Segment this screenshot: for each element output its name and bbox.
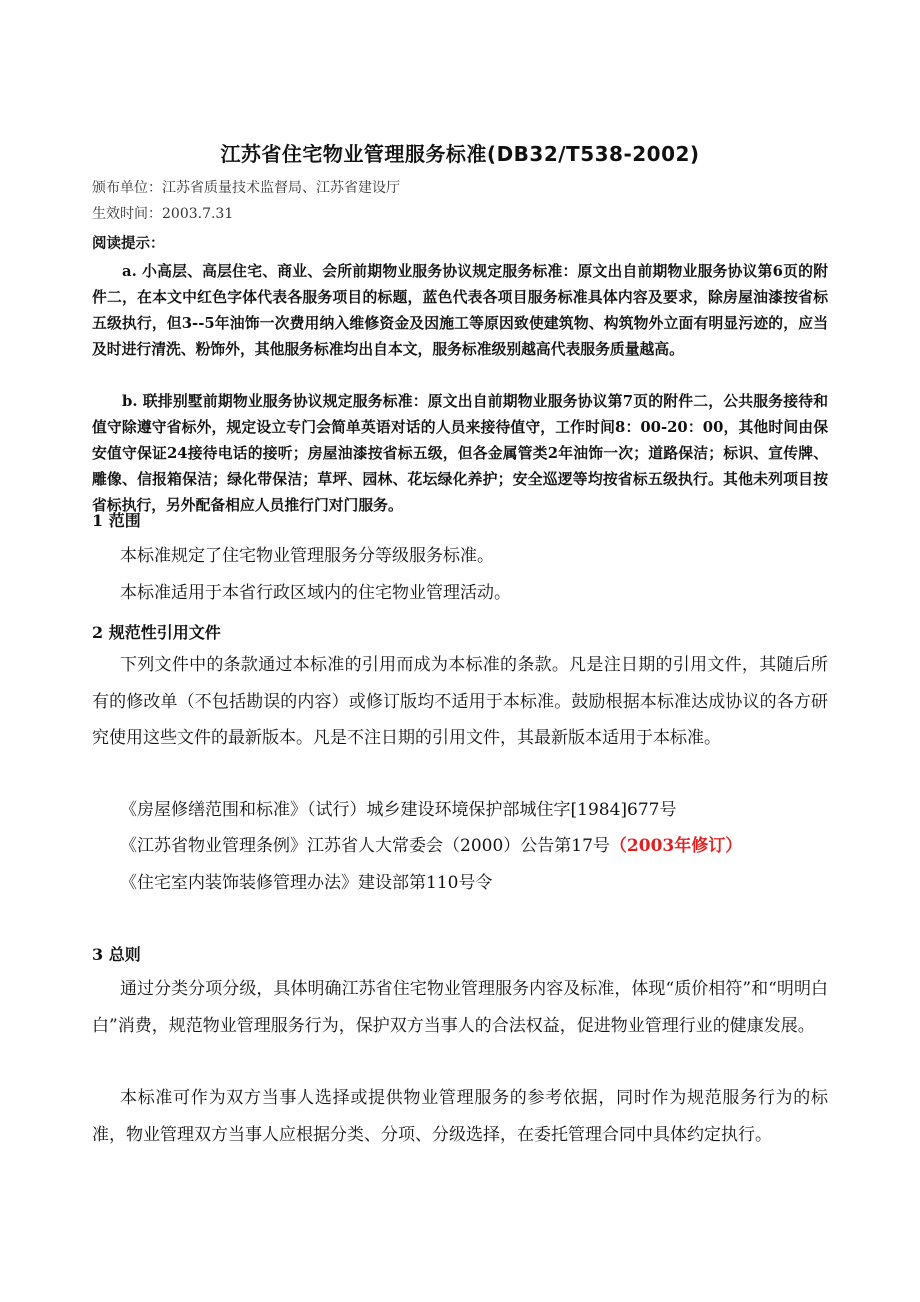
section-1-paragraph: 本标准适用于本省行政区域内的住宅物业管理活动。 <box>120 583 511 603</box>
reference-item: 《房屋修缮范围和标准》（试行）城乡建设环境保护部城住字[1984]677号 <box>120 800 677 820</box>
reading-tips-heading: 阅读提示： <box>92 235 165 252</box>
issuer-line: 颁布单位：江苏省质量技术监督局、江苏省建设厅 <box>92 180 400 196</box>
revision-note: （2003年修订） <box>609 836 743 856</box>
section-2-paragraph: 下列文件中的条款通过本标准的引用而成为本标准的条款。凡是注日期的引用文件，其随后所有的修改单（不包括勘误的内容）或修订版均不适用于本标准。鼓励根据本标准达成协议的各方研究使用这些文件的最新版本。凡是不注日期的引用文件，其最新版本适用于本标准。 <box>92 655 828 748</box>
reference-text: 《江苏省物业管理条例》江苏省人大常委会（2000）公告第17号 <box>120 836 610 856</box>
section-2-heading: 2 规范性引用文件 <box>92 623 221 642</box>
reading-tip-a: a. 小高层、高层住宅、商业、会所前期物业服务协议规定服务标准：原文出自前期物业服务协议第6页的附件二，在本文中红色字体代表各服务项目的标题，蓝色代表各项目服务标准具体内容及要求，除房屋油漆按省标五级执行，但3--5年油饰一次费用纳入维修资金及因施工等原因致使建筑物、构筑物外立面有明显污迹的，应当及时进行清洗、粉饰外，其他服务标准均出自本文，服务标准级别越高代表服务质量越高。 <box>92 263 828 358</box>
reference-item <box>92 828 828 865</box>
section-3-paragraph: 本标准可作为双方当事人选择或提供物业管理服务的参考依据，同时作为规范服务行为的标准，物业管理双方当事人应根据分类、分项、分级选择，在委托管理合同中具体约定执行。 <box>92 1088 828 1145</box>
section-3-paragraph: 通过分类分项分级，具体明确江苏省住宅物业管理服务内容及标准，体现“质价相符”和“明明白白”消费，规范物业管理服务行为，保护双方当事人的合法权益，促进物业管理行业的健康发展。 <box>92 979 828 1036</box>
reading-tip-b: b. 联排别墅前期物业服务协议规定服务标准：原文出自前期物业服务协议第7页的附件二，公共服务接待和值守除遵守省标外，规定设立专门会简单英语对话的人员来接待值守，工作时间8：00-20：00，其他时间由保安值守保证24接待电话的接听；房屋油漆按省标五级，但各金属管类2年油饰一次；道路保洁；标识、宣传牌、雕像、信报箱保洁；绿化带保洁；草坪、园林、花坛绿化养护；安全巡逻等均按省标五级执行。其他未列项目按省标执行，另外配备相应人员推行门对门服务。 <box>92 393 828 514</box>
section-1-heading: 1 范围 <box>92 511 141 530</box>
reference-item: 《住宅室内装饰装修管理办法》建设部第110号令 <box>120 873 493 893</box>
section-1-paragraph: 本标准规定了住宅物业管理服务分等级服务标准。 <box>120 546 494 566</box>
document-title: 江苏省住宅物业管理服务标准(DB32/T538-2002) <box>220 142 700 166</box>
effective-date-line: 生效时间：2003.7.31 <box>92 206 234 222</box>
section-3-heading: 3 总则 <box>92 945 141 964</box>
